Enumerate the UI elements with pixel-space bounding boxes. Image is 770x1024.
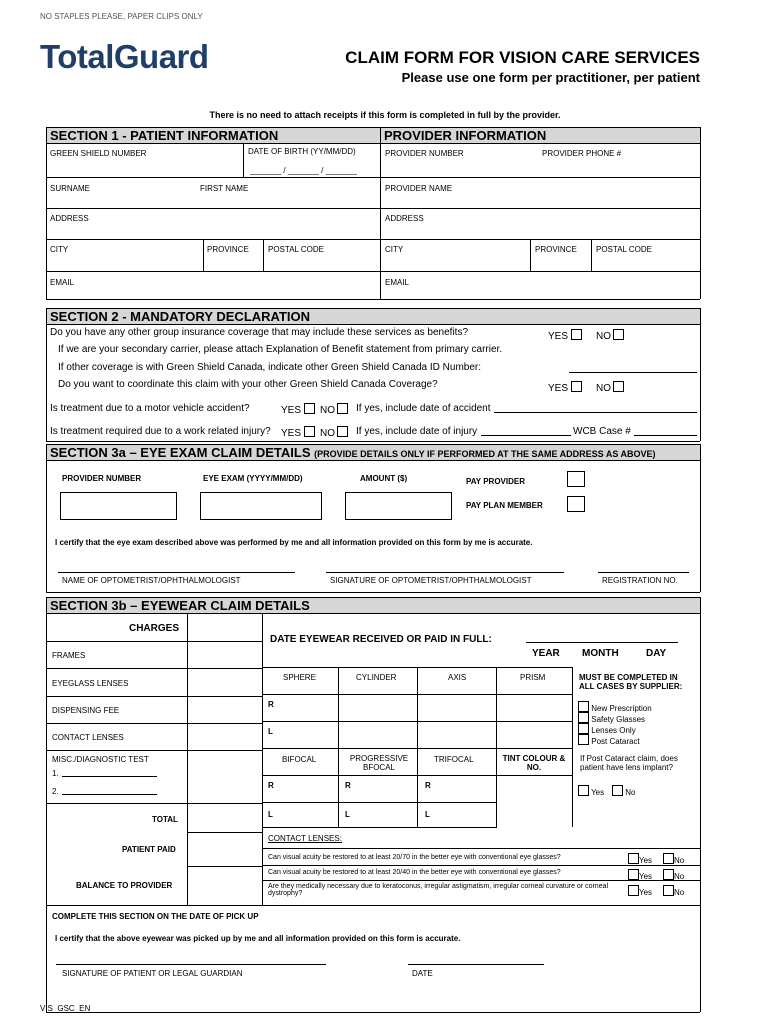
cq3-yes[interactable]: Yes: [628, 885, 652, 897]
cq2-yes[interactable]: Yes: [628, 869, 652, 881]
q-coordinate: Do you want to coordinate this claim with your other Green Shield Canada Coverage?: [58, 379, 438, 390]
supplier-note: MUST BE COMPLETED IN ALL CASES BY SUPPLIER:: [579, 673, 683, 691]
registration-label: REGISTRATION NO.: [602, 576, 678, 585]
3a-eye-exam-label: EYE EXAM (YYYY/MM/DD): [203, 474, 303, 483]
q4-no[interactable]: NO: [320, 426, 348, 439]
frames-label: FRAMES: [52, 651, 86, 660]
lenses-only-option[interactable]: Lenses Only: [578, 723, 636, 735]
dob-label: DATE OF BIRTH (YY/MM/DD): [248, 147, 356, 156]
patient-signature-label: SIGNATURE OF PATIENT OR LEGAL GUARDIAN: [62, 969, 243, 978]
prism-label: PRISM: [520, 673, 546, 682]
lens-r-label-1: R: [268, 781, 274, 790]
cq2-text: Can visual acuity be restored to at least 20/40 in the better eye with conventional eye glasses?: [268, 869, 561, 876]
3a-eye-exam-field[interactable]: [200, 492, 322, 520]
misc-label: MISC./DIAGNOSTIC TEST: [52, 755, 149, 764]
accident-date-field[interactable]: [494, 412, 697, 413]
company-logo: TotalGuard: [40, 38, 209, 75]
registration-field[interactable]: [598, 572, 689, 573]
lens-implant-question: If Post Cataract claim, does patient have lens implant?: [580, 754, 678, 772]
section1-header: SECTION 1 - PATIENT INFORMATION: [46, 127, 380, 144]
patient-postal-code-label[interactable]: POSTAL CODE: [268, 245, 325, 254]
misc-1-field[interactable]: [62, 776, 157, 777]
3a-provider-number-field[interactable]: [60, 492, 177, 520]
cq2-no[interactable]: No: [663, 869, 684, 881]
misc-1-label: 1.: [52, 769, 59, 778]
section3a-header: SECTION 3a – EYE EXAM CLAIM DETAILS (PROVIDE DETAILS ONLY IF PERFORMED AT THE SAME ADDRESS AS ABOVE): [46, 444, 700, 461]
provider-header: PROVIDER INFORMATION: [380, 127, 700, 144]
q-other-coverage: Do you have any other group insurance coverage that may include these services as benefits?: [50, 327, 469, 338]
eyeglass-lenses-label: EYEGLASS LENSES: [52, 679, 129, 688]
pay-plan-member-checkbox[interactable]: [567, 496, 585, 512]
pay-provider-label: PAY PROVIDER: [466, 477, 525, 486]
cq1-no[interactable]: No: [663, 853, 684, 865]
q4-yes[interactable]: YES: [281, 426, 315, 439]
3a-amount-label: AMOUNT ($): [360, 474, 408, 483]
pickup-date-field[interactable]: [408, 964, 544, 965]
misc-2-label: 2.: [52, 787, 59, 796]
new-rx-option[interactable]: New Prescription: [578, 701, 652, 713]
patient-city-label[interactable]: CITY: [50, 245, 69, 254]
contact-lenses-label: CONTACT LENSES: [52, 733, 124, 742]
q-work-injury: Is treatment required due to a work related injury?: [50, 426, 271, 437]
wcb-field[interactable]: [634, 435, 697, 436]
pickup-certify: I certify that the above eyewear was picked up by me and all information provided on this form is accurate.: [55, 934, 461, 943]
first-name-label[interactable]: FIRST NAME: [200, 184, 249, 193]
lens-l-label-1: L: [268, 810, 273, 819]
implant-yes[interactable]: Yes: [578, 785, 604, 797]
progressive-label: PROGRESSIVE BFOCAL: [349, 754, 409, 772]
pickup-date-label: DATE: [412, 969, 433, 978]
section2-header: SECTION 2 - MANDATORY DECLARATION: [46, 308, 700, 325]
dob-field[interactable]: _______ / _______ / _______: [250, 166, 357, 175]
provider-email-label[interactable]: EMAIL: [385, 278, 410, 287]
provider-phone-label[interactable]: PROVIDER PHONE #: [542, 149, 622, 158]
patient-address-label[interactable]: ADDRESS: [50, 214, 89, 223]
provider-postal-code-label[interactable]: POSTAL CODE: [596, 245, 653, 254]
3a-provider-number-label: PROVIDER NUMBER: [62, 474, 142, 483]
green-shield-number-label[interactable]: GREEN SHIELD NUMBER: [50, 149, 147, 158]
cq3-no[interactable]: No: [663, 885, 684, 897]
provider-name-label[interactable]: PROVIDER NAME: [385, 184, 453, 193]
pay-provider-checkbox[interactable]: [567, 471, 585, 487]
charges-header: CHARGES: [128, 623, 179, 634]
3a-amount-field[interactable]: [345, 492, 452, 520]
patient-paid-label: PATIENT PAID: [122, 845, 176, 854]
cq1-yes[interactable]: Yes: [628, 853, 652, 865]
day-label: DAY: [646, 648, 667, 659]
injury-date-label: If yes, include date of injury: [356, 426, 478, 437]
q1-note: If we are your secondary carrier, please attach Explanation of Benefit statement from primary carrier.: [58, 344, 503, 355]
balance-to-provider-label: BALANCE TO PROVIDER: [76, 881, 173, 890]
q-motor-vehicle: Is treatment due to a motor vehicle accident?: [50, 403, 250, 414]
q1-no[interactable]: NO: [596, 329, 624, 342]
3a-certify-text: I certify that the eye exam described above was performed by me and all information provided on this form by me is accurate.: [55, 538, 533, 547]
injury-date-field[interactable]: [481, 435, 571, 436]
total-label: TOTAL: [152, 815, 178, 824]
form-title: CLAIM FORM FOR VISION CARE SERVICES: [345, 48, 700, 67]
section3b-header: SECTION 3b – EYEWEAR CLAIM DETAILS: [46, 597, 700, 614]
implant-no[interactable]: No: [612, 785, 635, 797]
cq1-text: Can visual acuity be restored to at least 20/70 in the better eye with conventional eye glasses?: [268, 854, 561, 861]
lens-r-label-2: R: [345, 781, 351, 790]
rx-r-label: R: [268, 700, 274, 709]
other-gsc-id-field[interactable]: [569, 372, 697, 373]
rx-l-label: L: [268, 727, 273, 736]
contact-lenses-header: CONTACT LENSES:: [268, 834, 342, 843]
axis-label: AXIS: [448, 673, 467, 682]
pickup-title: COMPLETE THIS SECTION ON THE DATE OF PICK UP: [52, 912, 259, 921]
q1-other-gsc: If other coverage is with Green Shield Canada, indicate other Green Shield Canada ID Number:: [58, 362, 482, 373]
patient-signature-field[interactable]: [56, 964, 326, 965]
lens-l-label-2: L: [345, 810, 350, 819]
q1-yes[interactable]: YES: [548, 329, 582, 342]
cylinder-label: CYLINDER: [356, 673, 397, 682]
lens-l-label-3: L: [425, 810, 430, 819]
safety-glasses-option[interactable]: Safety Glasses: [578, 712, 645, 724]
year-label: YEAR: [532, 648, 560, 659]
form-subtitle: Please use one form per practitioner, per patient: [401, 70, 700, 85]
provider-city-label[interactable]: CITY: [385, 245, 404, 254]
dispensing-fee-label: DISPENSING FEE: [52, 706, 120, 715]
q3-no[interactable]: NO: [320, 403, 348, 416]
optometrist-signature-field[interactable]: [326, 572, 564, 573]
receipts-note: There is no need to attach receipts if this form is completed in full by the provider.: [209, 110, 561, 120]
patient-email-label[interactable]: EMAIL: [50, 278, 75, 287]
q2-no[interactable]: NO: [596, 381, 624, 394]
trifocal-label: TRIFOCAL: [434, 755, 474, 764]
footer-code: VIS_GSC_EN: [40, 1004, 91, 1013]
optometrist-signature-label: SIGNATURE OF OPTOMETRIST/OPHTHALMOLOGIST: [330, 576, 532, 585]
provider-address-label[interactable]: ADDRESS: [385, 214, 424, 223]
staples-note: NO STAPLES PLEASE, PAPER CLIPS ONLY: [40, 12, 203, 21]
provider-number-label[interactable]: PROVIDER NUMBER: [385, 149, 464, 158]
month-label: MONTH: [582, 648, 619, 659]
cq3-text: Are they medically necessary due to keratoconus, irregular astigmatism, irregular corneal curvature or corneal dystrophy?: [268, 883, 609, 897]
tint-label: TINT COLOUR & NO.: [502, 754, 566, 772]
sphere-label: SPHERE: [283, 673, 316, 682]
lens-r-label-3: R: [425, 781, 431, 790]
accident-date-label: If yes, include date of accident: [356, 403, 491, 414]
post-cataract-option[interactable]: Post Cataract: [578, 734, 640, 746]
pay-plan-member-label: PAY PLAN MEMBER: [466, 501, 543, 510]
q3-yes[interactable]: YES: [281, 403, 315, 416]
date-received-field[interactable]: [526, 642, 678, 643]
provider-province-label[interactable]: PROVINCE: [535, 245, 577, 254]
q2-yes[interactable]: YES: [548, 381, 582, 394]
date-received-label: DATE EYEWEAR RECEIVED OR PAID IN FULL:: [270, 634, 492, 645]
misc-2-field[interactable]: [62, 794, 157, 795]
optometrist-name-field[interactable]: [58, 572, 295, 573]
patient-province-label[interactable]: PROVINCE: [207, 245, 249, 254]
surname-label[interactable]: SURNAME: [50, 184, 91, 193]
optometrist-name-label: NAME OF OPTOMETRIST/OPHTHALMOLOGIST: [62, 576, 241, 585]
bifocal-label: BIFOCAL: [282, 755, 317, 764]
wcb-label: WCB Case #: [573, 426, 631, 437]
